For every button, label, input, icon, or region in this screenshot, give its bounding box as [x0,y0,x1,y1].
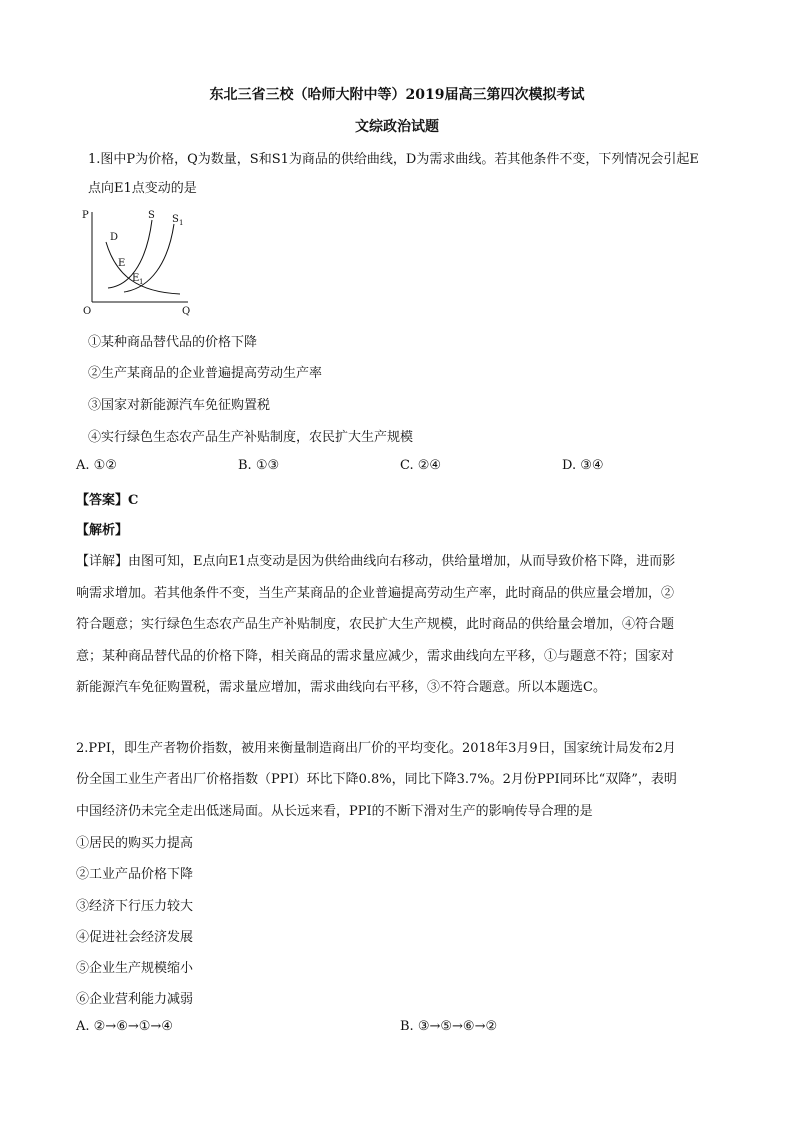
q1-option-c: C. ②④ [400,458,442,473]
q1-item-4: ④实行绿色生态农产品生产补贴制度，农民扩大生产规模 [88,430,414,445]
label-e1: E [132,273,140,284]
q1-analysis-line-2: 响需求增加。若其他条件不变，当生产某商品的企业普遍提高劳动生产率，此时商品的供应量会增加，② [76,586,675,601]
label-d: D [110,232,119,243]
page-subtitle: 文综政治试题 [355,119,439,135]
q1-item-1: ①某种商品替代品的价格下降 [88,335,258,350]
q2-option-a: A. ②→⑥→①→④ [76,1019,173,1034]
label-s1: S [172,214,179,225]
label-q: Q [182,306,191,317]
q2-item-4: ④促进社会经济发展 [76,930,194,945]
q1-item-3: ③国家对新能源汽车免征购置税 [88,398,271,413]
q1-analysis-line-5: 新能源汽车免征购置税，需求量应增加，需求曲线向右平移，③不符合题意。所以本题选C。 [76,680,606,695]
q2-stem-line-3: 中国经济仍未完全走出低迷局面。从长远来看，PPI的不断下滑对生产的影响传导合理的是 [76,804,593,819]
q2-item-1: ①居民的购买力提高 [76,836,194,851]
label-e: E [118,258,126,269]
q2-stem-line-1: 2.PPI，即生产者物价指数，被用来衡量制造商出厂价的平均变化。2018年3月9日，国家统计局发布2月 [76,741,676,756]
page-title: 东北三省三校（哈师大附中等）2019届高三第四次模拟考试 [209,87,585,103]
label-o: O [83,306,92,317]
q1-analysis-line-4: 意；某种商品替代品的价格下降，相关商品的需求量应减少，需求曲线向左平移，①与题意不符；国家对 [76,649,675,664]
q2-stem-line-2: 份全国工业生产者出厂价格指数（PPI）环比下降0.8%，同比下降3.7%。2月份PPI同环比“双降”，表明 [76,772,677,787]
q1-stem-line-2: 点向E1点变动的是 [88,181,197,196]
q2-item-5: ⑤企业生产规模缩小 [76,961,194,976]
q1-analysis-label: 【解析】 [76,523,129,538]
q1-option-b: B. ①③ [238,458,280,473]
label-e1-sub: 1 [139,278,144,286]
q1-analysis-line-1: 【详解】由图可知，E点向E1点变动是因为供给曲线向右移动，供给量增加，从而导致价格下降，进而影 [76,554,676,569]
q2-item-2: ②工业产品价格下降 [76,867,194,882]
label-s: S [148,210,155,221]
supply-curve-s [108,220,152,288]
q1-option-d: D. ③④ [562,458,604,473]
q1-stem-line-1: 1.图中P为价格，Q为数量，S和S1为商品的供给曲线，D为需求曲线。若其他条件不变，下列情况会引起E [88,152,699,167]
label-p: P [82,210,89,221]
q1-item-2: ②生产某商品的企业普遍提高劳动生产率 [88,366,323,381]
q1-analysis-line-3: 符合题意；实行绿色生态农产品生产补贴制度，农民扩大生产规模，此时商品的供给量会增加，④符合题 [76,617,675,632]
q2-option-b: B. ③→⑤→⑥→② [400,1019,498,1034]
q2-item-6: ⑥企业营利能力减弱 [76,992,194,1007]
q1-option-a: A. ①② [76,458,117,473]
supply-demand-diagram [80,206,200,318]
q2-item-3: ③经济下行压力较大 [76,899,194,914]
label-s1-sub: 1 [179,219,184,227]
q1-answer: 【答案】C [76,493,139,508]
